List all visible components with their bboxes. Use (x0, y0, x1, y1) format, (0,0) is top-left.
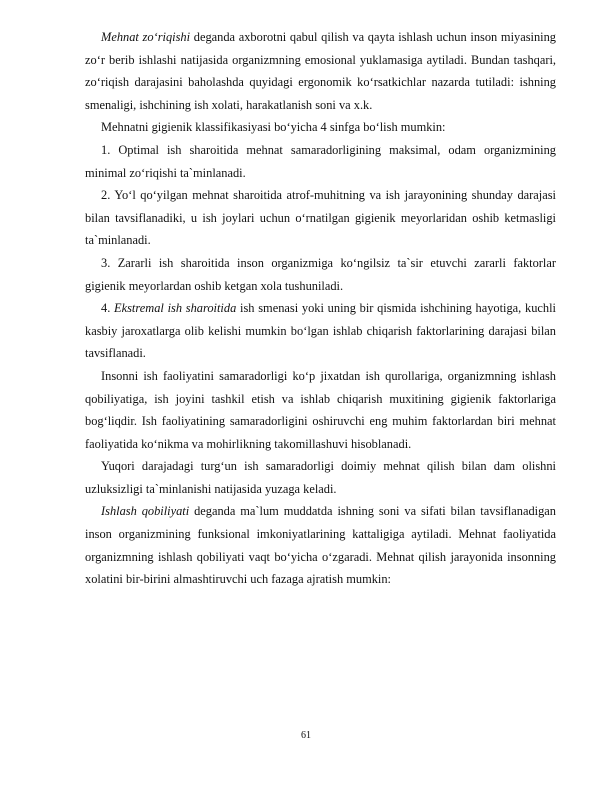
paragraph-mental-strain (85, 26, 556, 116)
term-mental-strain: Mehnat zo‘riqishi (101, 30, 191, 44)
paragraph-class-extreme (85, 297, 556, 365)
paragraph-text: deganda axborotni qabul qilish va qayta ishlash uchun inson miyasining zo‘r berib ishlashi natijasida organizmning emosional yuklamasiga aytiladi. Bundan tashqari, zo‘riqish darajasini baholashda quyidagi ergonomik ko‘rsatkichlar nazarda tutiladi: ishning smenaligi, ishchining ish xolati, harakatlanish soni va x.k. (85, 30, 557, 112)
paragraph-class-harmful (85, 252, 556, 297)
paragraph-text: 3. Zararli ish sharoitida inson organizmiga ko‘ngilsiz ta`sir etuvchi zararli faktorlar gigienik meyorlardan oshib ketgan xola tushuniladi. (85, 255, 556, 293)
paragraph-text: ish smenasi yoki uning bir qismida ishchining hayotiga, kuchli kasbiy jaroxatlarga olib kelishi mumkin bo‘lgan ishlab chiqarish faktorlarining darajasi bilan tavsiflanadi. (85, 301, 556, 361)
page-number: 61 (301, 730, 311, 741)
paragraph-work-efficiency (85, 365, 556, 455)
list-number: 4. (101, 301, 115, 316)
paragraph-text: 2. Yo‘l qo‘yilgan mehnat sharoitida atrof-muhitning va ish jarayonining shunday darajasi bilan tavsiflanadiki, u ish joylari uchun o‘rnatilgan gigienik meyorlaridan oshib ketmasligi ta`minlanadi. (85, 188, 556, 248)
paragraph-text: Mehnatni gigienik klassifikasiyasi bo‘yicha 4 sinfga bo‘lish mumkin: (101, 120, 446, 135)
paragraph-text: deganda ma`lum muddatda ishning soni va sifati bilan tavsiflanadigan inson organizmining funksional imkoniyatlarining kattaligiga aytiladi. Mehnat faoliyatida organizmning ishlash qobiliyati vaqt bo‘yicha o‘zgaradi. Mehnat qilish jarayonida insonning xolatini bir-birini almashtiruvchi uch fazaga ajratish mumkin: (85, 504, 556, 587)
paragraph-stable-efficiency (85, 455, 556, 500)
paragraph-work-capacity (85, 500, 556, 590)
term-extreme-conditions: Ekstremal ish sharoitida (114, 301, 237, 316)
paragraph-class-acceptable (85, 184, 556, 252)
paragraph-text: Yuqori darajadagi turg‘un ish samaradorligi doimiy mehnat qilish bilan dam olishni uzluksizligi ta`minlanishi natijasida yuzaga keladi. (85, 459, 556, 496)
paragraph-classification-intro (85, 116, 556, 139)
paragraph-text: Insonni ish faoliyatini samaradorligi ko‘p jixatdan ish qurollariga, organizmning ishlash qobiliyatiga, ish joyini tashkil etish va ishlab chiqarish muxitining gigienik faktorlariga bog‘liqdir. Ish faoliyatining samaradorligini oshiruvchi eng muhim faktorlardan biri mehnat faoliyatida ko‘nikma va mohirlikning takomillashuvi hisoblanadi. (85, 368, 556, 451)
paragraph-class-optimal (85, 139, 556, 184)
term-work-capacity: Ishlash qobiliyati (101, 504, 190, 519)
paragraph-text: 1. Optimal ish sharoitida mehnat samaradorligining maksimal, odam organizmining minimal zo‘riqishi ta`minlanadi. (85, 142, 556, 180)
document-body (85, 26, 556, 591)
